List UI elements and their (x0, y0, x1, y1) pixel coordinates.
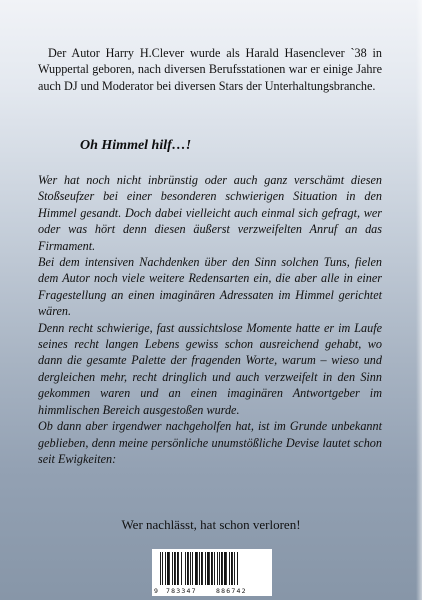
barcode-left-digits: 783347 (166, 587, 197, 595)
barcode-bar (160, 552, 161, 585)
barcode-bars (160, 552, 238, 585)
barcode-bar (190, 552, 191, 585)
isbn-barcode (152, 549, 272, 596)
barcode-graphic (152, 549, 272, 596)
barcode-bar (211, 552, 213, 585)
author-bio: Der Autor Harry H.Clever wurde als Harald Hasenclever `38 in Wuppertal geboren, nach diversen Berufsstationen war er einige Jahre auch DJ und Moderator bei diversen Stars der Unterhaltungsbranche. (38, 46, 382, 93)
barcode-bar (219, 552, 220, 585)
barcode-bar (221, 552, 223, 585)
barcode-bar (172, 552, 173, 585)
barcode-bar (201, 552, 203, 585)
barcode-bar (195, 552, 198, 585)
barcode-bar (187, 552, 189, 585)
barcode-right-digits: 886742 (216, 587, 247, 595)
paragraph-3: Denn recht schwierige, fast aussichtslose Momente hatte er im Laufe seines recht langen Lebens gewiss schon ausreichend gehabt, wo dann die gesamte Palette der fragenden Worte, warum – wieso und dergleichen mehr, recht dringlich und auch verzweifelt in den Sinn gekommen waren und an einen imaginären Antwortgeber im himmlischen Bereich ausgestoßen wurde. (38, 320, 382, 417)
barcode-bar (229, 552, 230, 585)
barcode-bar (207, 552, 210, 585)
barcode-bar (174, 552, 176, 585)
barcode-bar (205, 552, 206, 585)
barcode-bar (199, 552, 200, 585)
barcode-bar (192, 552, 193, 585)
barcode-bar (162, 552, 163, 585)
barcode-bar (224, 552, 227, 585)
body-text (38, 172, 382, 467)
barcode-bar (217, 552, 218, 585)
barcode-bar (214, 552, 215, 585)
barcode-bar (181, 552, 182, 585)
barcode-prefix-digit: 9 (154, 587, 158, 595)
barcode-bar (231, 552, 233, 585)
page-edge (416, 0, 422, 600)
paragraph-2: Bei dem intensiven Nachdenken über den Sinn solchen Tuns, fielen dem Autor noch viele weitere Redensarten ein, die aber alle in einer Fragestellung an einen imaginären Adressaten im Himmel gerichtet wären. (38, 255, 382, 319)
barcode-bar (185, 552, 186, 585)
paragraph-1: Wer hat noch nicht inbrünstig oder auch ganz verschämt diesen Stoßseufzer bei einer besonderen schwierigen Situation in den Himmel gesandt. Doch dabei vielleicht auch einmal sich gefragt, wer oder was hört denn diesen äußerst verzweifelten Anruf an das Firmament. (38, 173, 382, 253)
motto: Wer nachlässt, hat schon verloren! (121, 517, 301, 532)
barcode-bar (165, 552, 166, 585)
paragraph-4: Ob dann aber irgendwer nachgeholfen hat, ist im Grunde unbekannt geblieben, denn meine persönliche unumstößliche Devise lautet schon seit Ewigkeiten: (38, 419, 382, 466)
barcode-bar (237, 552, 238, 585)
section-heading: Oh Himmel hilf…! (80, 138, 192, 153)
barcode-bar (167, 552, 170, 585)
barcode-bar (234, 552, 235, 585)
barcode-bar (177, 552, 179, 585)
